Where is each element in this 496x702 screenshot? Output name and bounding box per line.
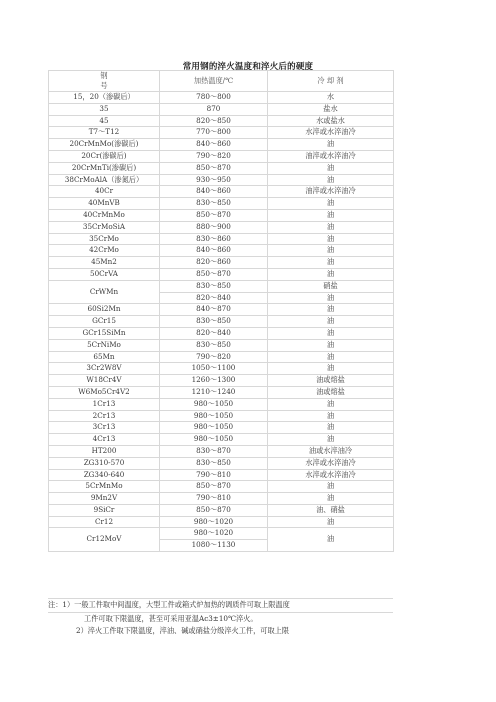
- cell-coolant: 油: [268, 292, 394, 304]
- cell-temperature: 880～900: [160, 221, 268, 233]
- cell-temperature: 850～870: [160, 162, 268, 174]
- cell-steel: 35CrMo: [49, 233, 160, 245]
- cell-steel: Cr12MoV: [49, 528, 160, 552]
- cell-coolant: 油或熔盐: [268, 375, 394, 387]
- table-row: [49, 386, 394, 398]
- cell-steel: CrWMn: [49, 280, 160, 304]
- cell-temperature: 980～1050: [160, 410, 268, 422]
- cell-steel: 3Cr13: [49, 422, 160, 434]
- table-row: [49, 516, 394, 528]
- cell-temperature: 830～850: [160, 339, 268, 351]
- table-row: [49, 198, 394, 210]
- note-line-2: 工件可取下限温度，甚至可采用亚温Ac3±10℃淬火。: [84, 613, 258, 623]
- table-row: [49, 280, 394, 292]
- table-row: [49, 339, 394, 351]
- table-row: [49, 174, 394, 186]
- cell-coolant: 油: [268, 327, 394, 339]
- cell-temperature: 790～810: [160, 469, 268, 481]
- cell-steel: 35CrMoSiA: [49, 221, 160, 233]
- cell-temperature: 840～860: [160, 245, 268, 257]
- cell-coolant: 油淬或水淬油冷: [268, 186, 394, 198]
- cell-steel: 3Cr2W8V: [49, 363, 160, 375]
- cell-temperature: 830～850: [160, 316, 268, 328]
- table-header-row: [49, 71, 394, 92]
- cell-coolant: 油: [268, 363, 394, 375]
- cell-temperature: 820～860: [160, 257, 268, 269]
- cell-steel: 40CrMnMo: [49, 209, 160, 221]
- note-line-1: 注：1）一般工件取中间温度，大型工件或箱式炉加热的调质件可取上限温度: [48, 598, 393, 613]
- cell-coolant: 油: [268, 257, 394, 269]
- cell-temperature: 790～810: [160, 493, 268, 505]
- cell-steel: 40MnVB: [49, 198, 160, 210]
- cell-temperature: 830～870: [160, 445, 268, 457]
- table-row: [49, 103, 394, 115]
- cell-coolant: 油: [268, 245, 394, 257]
- table-row: [49, 127, 394, 139]
- cell-temperature: 980～1020: [160, 528, 268, 540]
- table-row: [49, 92, 394, 104]
- header-temperature: 加热温度/℃: [160, 71, 268, 92]
- cell-steel: 35: [49, 103, 160, 115]
- cell-temperature: 840～860: [160, 186, 268, 198]
- cell-coolant: 油: [268, 198, 394, 210]
- cell-coolant: 油淬或水淬油冷: [268, 150, 394, 162]
- cell-coolant: 盐水: [268, 103, 394, 115]
- cell-coolant: 油: [268, 422, 394, 434]
- cell-coolant: 油: [268, 209, 394, 221]
- cell-steel: T7～T12: [49, 127, 160, 139]
- cell-temperature: 790～820: [160, 351, 268, 363]
- cell-coolant: 油: [268, 221, 394, 233]
- cell-temperature: 980～1050: [160, 422, 268, 434]
- table-row: [49, 186, 394, 198]
- cell-steel: 9SiCr: [49, 504, 160, 516]
- cell-coolant: 油: [268, 174, 394, 186]
- quench-temperature-table: [48, 70, 394, 552]
- table-row: [49, 481, 394, 493]
- cell-steel: 5CrMnMo: [49, 481, 160, 493]
- table-row: [49, 139, 394, 151]
- cell-coolant: 油: [268, 162, 394, 174]
- cell-temperature: 1050～1100: [160, 363, 268, 375]
- cell-steel: 38CrMoAlA（渗氮后）: [49, 174, 160, 186]
- cell-temperature: 850～870: [160, 504, 268, 516]
- table-row: [49, 410, 394, 422]
- cell-coolant: 油: [268, 268, 394, 280]
- cell-steel: 1Cr13: [49, 398, 160, 410]
- cell-temperature: 830～850: [160, 198, 268, 210]
- cell-coolant: 油: [268, 528, 394, 552]
- table-row: [49, 257, 394, 269]
- cell-coolant: 油: [268, 434, 394, 446]
- cell-steel: 40Cr: [49, 186, 160, 198]
- table-row: [49, 316, 394, 328]
- cell-temperature: 1260～1300: [160, 375, 268, 387]
- cell-temperature: 840～870: [160, 304, 268, 316]
- table-row: [49, 528, 394, 540]
- cell-temperature: 850～870: [160, 209, 268, 221]
- table-row: [49, 221, 394, 233]
- cell-temperature: 830～850: [160, 457, 268, 469]
- cell-temperature: 830～850: [160, 280, 268, 292]
- cell-coolant: 油: [268, 351, 394, 363]
- cell-coolant: 水淬或水淬油冷: [268, 457, 394, 469]
- cell-steel: 2Cr13: [49, 410, 160, 422]
- table-row: [49, 268, 394, 280]
- document-title: 常用钢的淬火温度和淬火后的硬度: [182, 62, 314, 72]
- cell-temperature: 770～800: [160, 127, 268, 139]
- cell-steel: 15，20（渗碳后）: [49, 92, 160, 104]
- cell-temperature: 1080～1130: [160, 540, 268, 552]
- cell-temperature: 980～1020: [160, 516, 268, 528]
- cell-coolant: 油: [268, 233, 394, 245]
- table-row: [49, 209, 394, 221]
- table-row: [49, 304, 394, 316]
- table-row: [49, 398, 394, 410]
- cell-steel: 45Mn2: [49, 257, 160, 269]
- cell-coolant: 油: [268, 481, 394, 493]
- table-row: [49, 162, 394, 174]
- cell-coolant: 油: [268, 516, 394, 528]
- cell-temperature: 820～840: [160, 327, 268, 339]
- header-coolant: 冷 却 剂: [268, 71, 394, 92]
- cell-steel: GCr15SiMn: [49, 327, 160, 339]
- table-row: [49, 245, 394, 257]
- cell-temperature: 980～1050: [160, 434, 268, 446]
- cell-coolant: 水: [268, 92, 394, 104]
- cell-temperature: 790～820: [160, 150, 268, 162]
- cell-temperature: 850～870: [160, 268, 268, 280]
- cell-steel: 42CrMo: [49, 245, 160, 257]
- cell-steel: 20CrMnTi(渗碳后): [49, 162, 160, 174]
- cell-steel: HT200: [49, 445, 160, 457]
- table-row: [49, 445, 394, 457]
- table-row: [49, 327, 394, 339]
- table-row: [49, 469, 394, 481]
- notes-block: [48, 598, 393, 638]
- cell-temperature: 980～1050: [160, 398, 268, 410]
- cell-steel: 4Cr13: [49, 434, 160, 446]
- table-row: [49, 422, 394, 434]
- cell-steel: 9Mn2V: [49, 493, 160, 505]
- cell-temperature: 820～840: [160, 292, 268, 304]
- table-row: [49, 457, 394, 469]
- header-steel: [49, 71, 160, 92]
- cell-steel: 45: [49, 115, 160, 127]
- cell-steel: 20CrMnMo(渗碳后): [49, 139, 160, 151]
- cell-steel: W18Cr4V: [49, 375, 160, 387]
- table-row: [49, 504, 394, 516]
- cell-coolant: 油: [268, 316, 394, 328]
- cell-temperature: 1210～1240: [160, 386, 268, 398]
- table-row: [49, 434, 394, 446]
- table-row: [49, 493, 394, 505]
- table-row: [49, 375, 394, 387]
- table-row: [49, 150, 394, 162]
- cell-steel: W6Mo5Cr4V2: [49, 386, 160, 398]
- note-line-3: 2）淬火工件取下限温度，淬油、碱或硝盐分级淬火工件，可取上限: [76, 626, 290, 635]
- table-row: [49, 115, 394, 127]
- cell-coolant: 水淬或水淬油冷: [268, 469, 394, 481]
- cell-temperature: 820～850: [160, 115, 268, 127]
- cell-coolant: 油或水淬油冷: [268, 445, 394, 457]
- cell-coolant: 油: [268, 410, 394, 422]
- cell-coolant: 油、硝盐: [268, 504, 394, 516]
- cell-coolant: 硝盐: [268, 280, 394, 292]
- cell-steel: 20Cr(渗碳后): [49, 150, 160, 162]
- cell-steel: ZG340-640: [49, 469, 160, 481]
- cell-coolant: 油: [268, 339, 394, 351]
- cell-steel: 5CrNiMo: [49, 339, 160, 351]
- cell-coolant: 油或熔盐: [268, 386, 394, 398]
- cell-temperature: 870: [160, 103, 268, 115]
- cell-steel: GCr15: [49, 316, 160, 328]
- cell-steel: ZG310-570: [49, 457, 160, 469]
- cell-steel: 50CrVA: [49, 268, 160, 280]
- cell-coolant: 油: [268, 493, 394, 505]
- cell-steel: Cr12: [49, 516, 160, 528]
- cell-steel: 60Si2Mn: [49, 304, 160, 316]
- cell-coolant: 水淬或水淬油冷: [268, 127, 394, 139]
- cell-coolant: 油: [268, 304, 394, 316]
- cell-steel: 65Mn: [49, 351, 160, 363]
- cell-temperature: 780～800: [160, 92, 268, 104]
- table-row: [49, 233, 394, 245]
- cell-temperature: 930～950: [160, 174, 268, 186]
- table-body: [49, 92, 394, 552]
- cell-temperature: 830～860: [160, 233, 268, 245]
- cell-coolant: 水或盐水: [268, 115, 394, 127]
- cell-temperature: 840～860: [160, 139, 268, 151]
- cell-coolant: 油: [268, 139, 394, 151]
- header-steel-text: 钢 号: [100, 71, 108, 90]
- cell-coolant: 油: [268, 398, 394, 410]
- table-row: [49, 351, 394, 363]
- table-row: [49, 363, 394, 375]
- cell-temperature: 850～870: [160, 481, 268, 493]
